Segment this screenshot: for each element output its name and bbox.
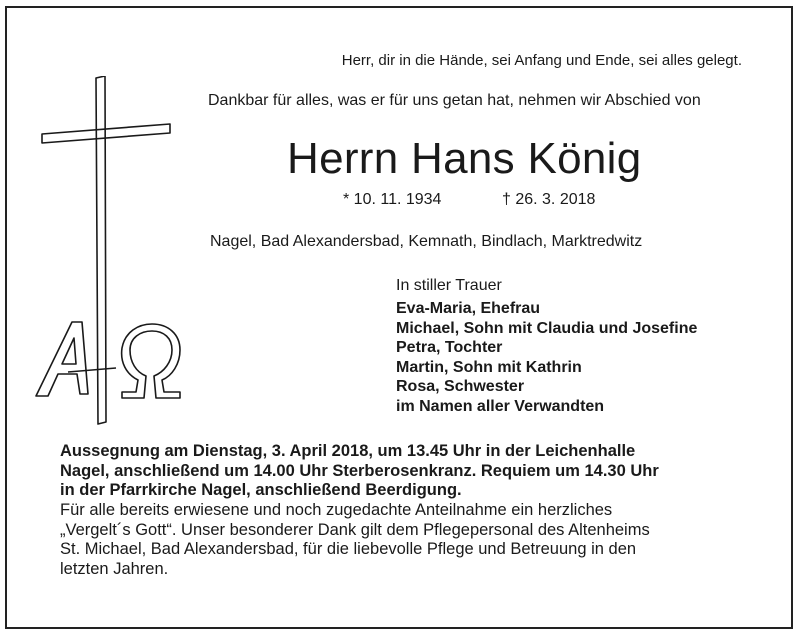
death-date: † 26. 3. 2018 (502, 191, 596, 208)
thanks-line: St. Michael, Bad Alexandersbad, für die liebevolle Pflege und Betreuung in den (60, 540, 637, 558)
deceased-name: Herrn Hans König (287, 134, 642, 183)
mourner-entry: Rosa, Schwester (396, 378, 525, 396)
mourner-entry: Petra, Tochter (396, 339, 503, 357)
thanks-text (60, 501, 650, 579)
mourner-entry: Martin, Sohn mit Kathrin (396, 358, 582, 376)
service-line: Nagel, anschließend um 14.00 Uhr Sterberosenkranz. Requiem um 14.30 Uhr (60, 461, 659, 480)
birth-date: * 10. 11. 1934 (343, 191, 442, 208)
thanks-line: letzten Jahren. (60, 559, 169, 578)
thanks-line: Für alle bereits erwiesene und noch zugedachte Anteilnahme ein herzliches (60, 501, 613, 519)
intro-text: Dankbar für alles, was er für uns getan hat, nehmen wir Abschied von (208, 92, 701, 109)
service-line: in der Pfarrkirche Nagel, anschließend Beerdigung. (60, 481, 462, 499)
places-list: Nagel, Bad Alexandersbad, Kemnath, Bindlach, Marktredwitz (210, 233, 643, 250)
service-line: Aussegnung am Dienstag, 3. April 2018, um 13.45 Uhr in der Leichenhalle (60, 442, 636, 460)
cross-alpha-omega-icon (30, 76, 190, 436)
service-details (60, 442, 659, 501)
mourning-title: In stiller Trauer (396, 277, 502, 294)
mourner-entry: im Namen aller Verwandten (396, 397, 605, 415)
motto-text: Herr, dir in die Hände, sei Anfang und Ende, sei alles gelegt. (341, 52, 742, 69)
mourner-entry: Eva-Maria, Ehefrau (396, 300, 541, 317)
thanks-line: „Vergelt´s Gott“. Unser besonderer Dank gilt dem Pflegepersonal des Altenheims (60, 520, 650, 539)
mourners-list (396, 299, 697, 417)
mourner-entry: Michael, Sohn mit Claudia und Josefine (396, 319, 698, 337)
